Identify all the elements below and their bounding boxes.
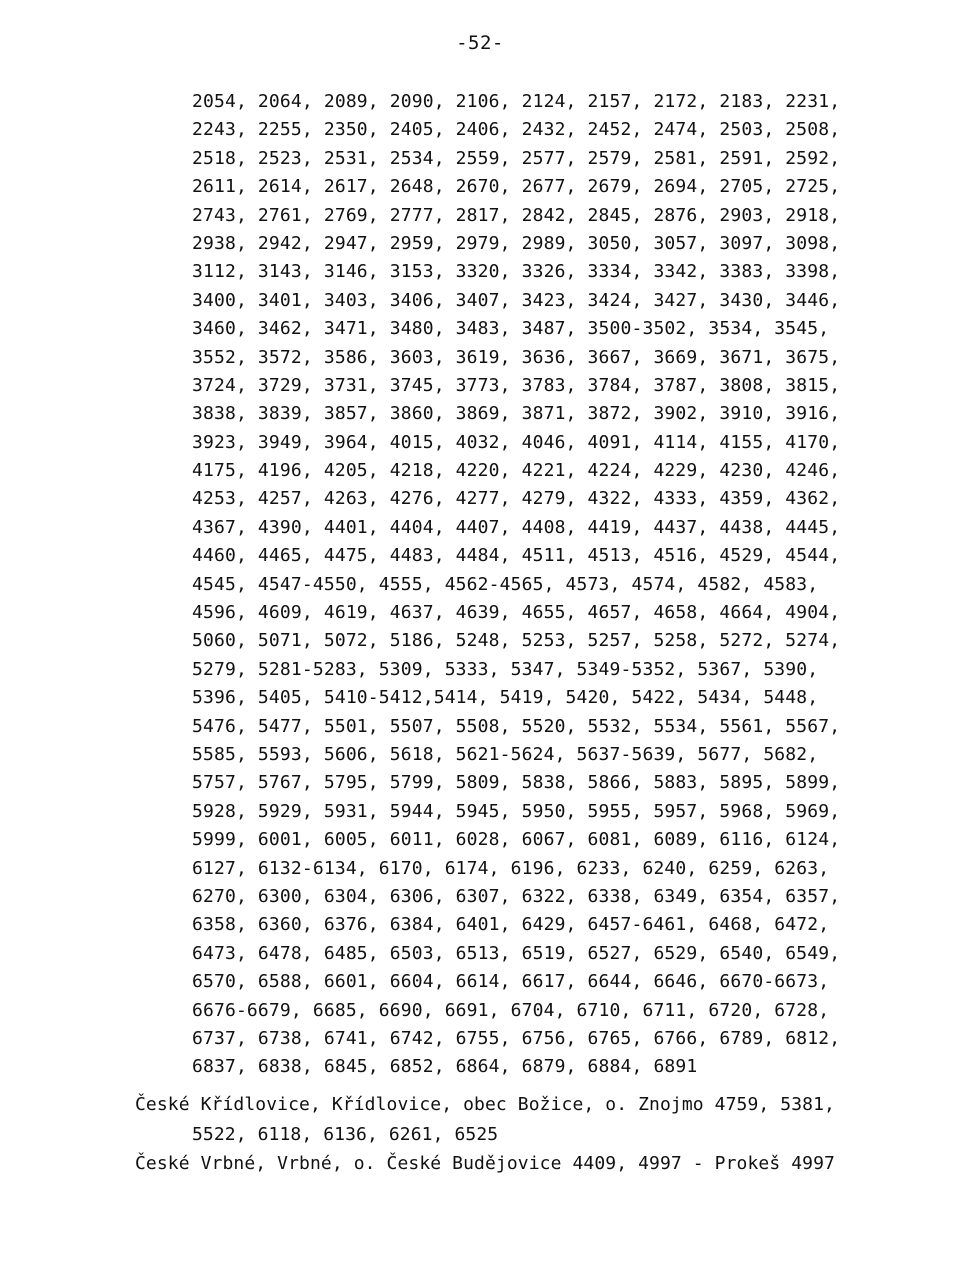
index-line: 5585, 5593, 5606, 5618, 5621-5624, 5637-5639, 5677, 5682, (192, 743, 819, 765)
place-entries (135, 1090, 925, 1179)
index-line: 6473, 6478, 6485, 6503, 6513, 6519, 6527, 6529, 6540, 6549, (192, 942, 841, 964)
index-line: 6676-6679, 6685, 6690, 6691, 6704, 6710, 6711, 6720, 6728, (192, 999, 830, 1021)
entry-ceske-kridlovice: České Křídlovice, Křídlovice, obec Božice, o. Znojmo 4759, 5381, (135, 1094, 835, 1115)
index-line: 4175, 4196, 4205, 4218, 4220, 4221, 4224, 4229, 4230, 4246, (192, 460, 841, 482)
index-line: 5476, 5477, 5501, 5507, 5508, 5520, 5532, 5534, 5561, 5567, (192, 715, 841, 737)
index-line: 4460, 4465, 4475, 4483, 4484, 4511, 4513, 4516, 4529, 4544, (192, 545, 841, 567)
index-line: 4545, 4547-4550, 4555, 4562-4565, 4573, 4574, 4582, 4583, (192, 573, 819, 595)
index-number-block (192, 88, 912, 1082)
index-line: 6570, 6588, 6601, 6604, 6614, 6617, 6644, 6646, 6670-6673, (192, 971, 830, 993)
index-line: 3923, 3949, 3964, 4015, 4032, 4046, 4091, 4114, 4155, 4170, (192, 431, 841, 453)
index-line: 5060, 5071, 5072, 5186, 5248, 5253, 5257, 5258, 5272, 5274, (192, 630, 841, 652)
index-line: 6127, 6132-6134, 6170, 6174, 6196, 6233, 6240, 6259, 6263, (192, 857, 830, 879)
index-line: 4596, 4609, 4619, 4637, 4639, 4655, 4657, 4658, 4664, 4904, (192, 602, 841, 624)
index-line: 2611, 2614, 2617, 2648, 2670, 2677, 2679, 2694, 2705, 2725, (192, 176, 841, 198)
index-line: 2938, 2942, 2947, 2959, 2979, 2989, 3050, 3057, 3097, 3098, (192, 232, 841, 254)
entry-ceske-vrbne: České Vrbné, Vrbné, o. České Budějovice 4409, 4997 - Prokeš 4997 (135, 1153, 835, 1174)
index-line: 4253, 4257, 4263, 4276, 4277, 4279, 4322, 4333, 4359, 4362, (192, 488, 841, 510)
index-line: 3838, 3839, 3857, 3860, 3869, 3871, 3872, 3902, 3910, 3916, (192, 403, 841, 425)
index-line: 5396, 5405, 5410-5412,5414, 5419, 5420, 5422, 5434, 5448, (192, 687, 819, 709)
index-line: 3400, 3401, 3403, 3406, 3407, 3423, 3424, 3427, 3430, 3446, (192, 289, 841, 311)
index-line: 4367, 4390, 4401, 4404, 4407, 4408, 4419, 4437, 4438, 4445, (192, 516, 841, 538)
page-number: -52- (456, 32, 504, 54)
index-line: 2518, 2523, 2531, 2534, 2559, 2577, 2579, 2581, 2591, 2592, (192, 147, 841, 169)
index-line: 3460, 3462, 3471, 3480, 3483, 3487, 3500-3502, 3534, 3545, (192, 318, 830, 340)
index-line: 6837, 6838, 6845, 6852, 6864, 6879, 6884, 6891 (192, 1056, 698, 1078)
index-line: 2243, 2255, 2350, 2405, 2406, 2432, 2452, 2474, 2503, 2508, (192, 119, 841, 141)
index-line: 5279, 5281-5283, 5309, 5333, 5347, 5349-5352, 5367, 5390, (192, 658, 819, 680)
index-line: 2743, 2761, 2769, 2777, 2817, 2842, 2845, 2876, 2903, 2918, (192, 204, 841, 226)
index-line: 6358, 6360, 6376, 6384, 6401, 6429, 6457-6461, 6468, 6472, (192, 914, 830, 936)
index-line: 5999, 6001, 6005, 6011, 6028, 6067, 6081, 6089, 6116, 6124, (192, 829, 841, 851)
index-line: 5928, 5929, 5931, 5944, 5945, 5950, 5955, 5957, 5968, 5969, (192, 800, 841, 822)
index-line: 3112, 3143, 3146, 3153, 3320, 3326, 3334, 3342, 3383, 3398, (192, 261, 841, 283)
index-line: 5757, 5767, 5795, 5799, 5809, 5838, 5866, 5883, 5895, 5899, (192, 772, 841, 794)
index-line: 2054, 2064, 2089, 2090, 2106, 2124, 2157, 2172, 2183, 2231, (192, 91, 841, 112)
entry-ceske-kridlovice-continuation: 5522, 6118, 6136, 6261, 6525 (192, 1123, 499, 1145)
index-line: 3552, 3572, 3586, 3603, 3619, 3636, 3667, 3669, 3671, 3675, (192, 346, 841, 368)
index-line: 3724, 3729, 3731, 3745, 3773, 3783, 3784, 3787, 3808, 3815, (192, 374, 841, 396)
index-line: 6737, 6738, 6741, 6742, 6755, 6756, 6765, 6766, 6789, 6812, (192, 1027, 841, 1049)
index-line: 6270, 6300, 6304, 6306, 6307, 6322, 6338, 6349, 6354, 6357, (192, 885, 841, 907)
